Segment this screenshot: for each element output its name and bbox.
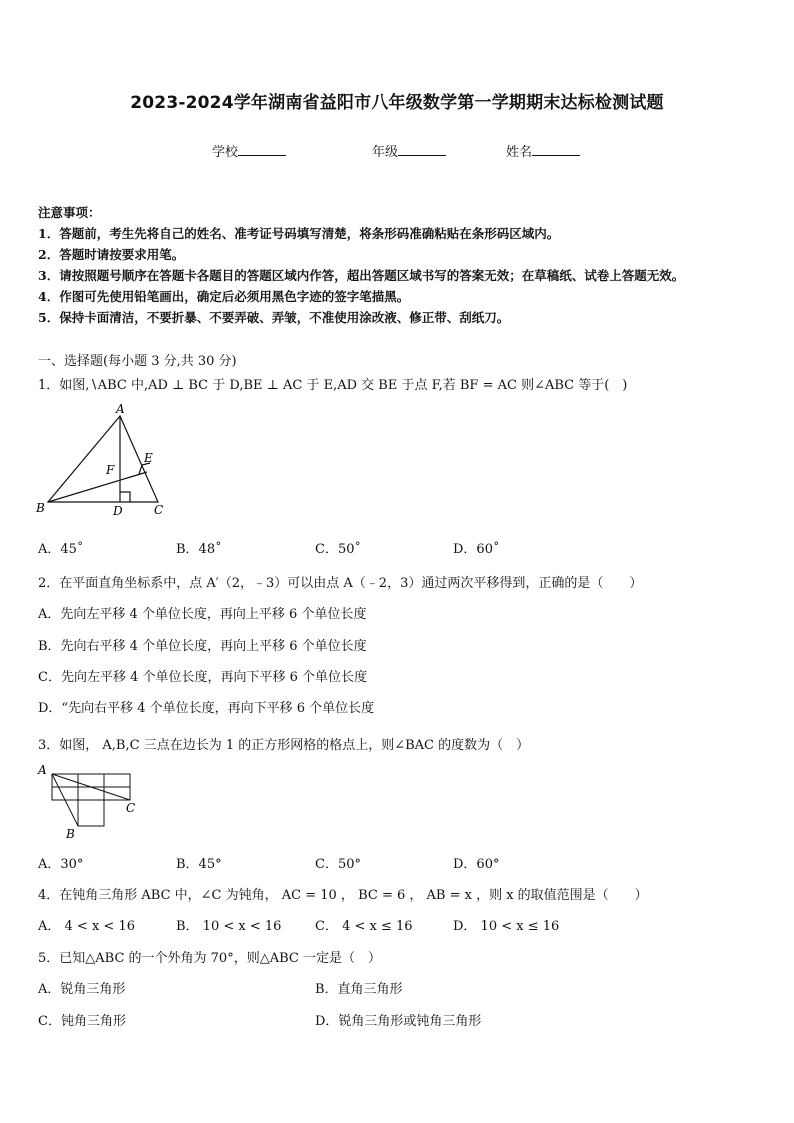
segment-be xyxy=(48,472,147,502)
q3-option-d[interactable]: D．60° xyxy=(453,857,500,872)
q5-option-a[interactable]: A．锐角三角形 xyxy=(38,982,126,997)
grid-cell xyxy=(78,774,104,787)
q5-option-d[interactable]: D．锐角三角形或钝角三角形 xyxy=(315,1014,482,1029)
note-item: 2．答题时请按要求用笔。 xyxy=(38,247,185,262)
notes-heading: 注意事项： xyxy=(38,205,101,220)
question-3-stem: 3．如图， A,B,C 三点在边长为 1 的正方形网格的格点上，则∠BAC 的度数为（ ） xyxy=(38,738,530,753)
name-label: 姓名 xyxy=(506,145,533,160)
q3-option-c[interactable]: C．50° xyxy=(315,857,361,872)
label-c: C xyxy=(154,503,164,517)
q2-option-c[interactable]: C．先向左平移 4 个单位长度，再向下平移 6 个单位长度 xyxy=(38,670,368,685)
q3-option-a[interactable]: A．30° xyxy=(38,857,84,872)
label-f: F xyxy=(106,463,115,477)
label-b: B xyxy=(36,501,45,515)
q1-option-a[interactable]: A．45˚ xyxy=(38,542,84,557)
note-item: 4．作图可先使用铅笔画出，确定后必须用黑色字迹的签字笔描黑。 xyxy=(38,289,410,304)
grid-cell xyxy=(78,800,104,826)
grid-cell xyxy=(52,774,78,787)
question-2-stem: 2．在平面直角坐标系中，点 A′（2，﹣3）可以由点 A（﹣2，3）通过两次平移得到，正确的是（ ） xyxy=(38,576,643,591)
q4-option-a[interactable]: A． 4 < x < 16 xyxy=(38,919,135,934)
grid-cell xyxy=(104,774,130,787)
q1-option-b[interactable]: B．48˚ xyxy=(176,542,222,557)
grade-field[interactable] xyxy=(372,141,446,160)
note-item: 3．请按照题号顺序在答题卡各题目的答题区域内作答，超出答题区域书写的答案无效；在草稿纸、试卷上答题无效。 xyxy=(38,268,685,283)
q1-triangle-figure xyxy=(34,400,174,520)
label-a: A xyxy=(116,402,125,416)
grade-label: 年级 xyxy=(372,145,399,160)
question-1-stem: 1．如图,∖ABC 中,AD ⊥ BC 于 D,BE ⊥ AC 于 E,AD 交 BE 于点 F,若 BF = AC 则∠ABC 等于( ) xyxy=(38,378,628,393)
note-item: 5．保持卡面清洁，不要折暴、不要弄破、弄皱，不准使用涂改液、修正带、刮纸刀。 xyxy=(38,310,510,325)
name-blank xyxy=(532,143,580,156)
q5-option-b[interactable]: B．直角三角形 xyxy=(315,982,403,997)
q2-option-a[interactable]: A．先向左平移 4 个单位长度，再向上平移 6 个单位长度 xyxy=(38,607,367,622)
question-5-stem: 5．已知△ABC 的一个外角为 70°，则△ABC 一定是（ ） xyxy=(38,951,381,966)
q1-option-d[interactable]: D．60˚ xyxy=(453,542,500,557)
label-c: C xyxy=(126,801,136,815)
question-4-stem: 4．在钝角三角形 ABC 中，∠C 为钝角， AC = 10 ， BC = 6 ， AB = x ，则 x 的取值范围是（ ） xyxy=(38,888,648,903)
label-a: A xyxy=(38,763,47,777)
name-field[interactable] xyxy=(506,141,580,160)
note-item: 1．答题前，考生先将自己的姓名、准考证号码填写清楚，将条形码准确粘贴在条形码区域内。 xyxy=(38,226,560,241)
grid-cell xyxy=(52,787,78,800)
q4-option-b[interactable]: B． 10 < x < 16 xyxy=(176,919,282,934)
q3-option-b[interactable]: B．45° xyxy=(176,857,222,872)
school-label: 学校 xyxy=(212,145,239,160)
grid-cell xyxy=(104,787,130,800)
label-e: E xyxy=(144,451,153,465)
q2-option-d[interactable]: D．“先向右平移 4 个单位长度，再向下平移 6 个单位长度 xyxy=(38,701,375,716)
right-angle-d xyxy=(120,492,130,502)
label-b: B xyxy=(66,827,75,841)
page-title: 2023-2024学年湖南省益阳市八年级数学第一学期期末达标检测试题 xyxy=(130,93,664,113)
q1-option-c[interactable]: C．50˚ xyxy=(315,542,361,557)
school-blank xyxy=(238,143,286,156)
q5-option-c[interactable]: C．钝角三角形 xyxy=(38,1014,126,1029)
q4-option-d[interactable]: D． 10 < x ≤ 16 xyxy=(453,919,560,934)
q2-option-b[interactable]: B．先向右平移 4 个单位长度，再向上平移 6 个单位长度 xyxy=(38,639,367,654)
section-heading: 一、选择题(每小题 3 分,共 30 分) xyxy=(38,354,237,369)
q3-grid-figure xyxy=(36,762,146,842)
grade-blank xyxy=(398,143,446,156)
label-d: D xyxy=(113,504,123,518)
q4-option-c[interactable]: C． 4 < x ≤ 16 xyxy=(315,919,413,934)
triangle-abc xyxy=(48,416,158,502)
grid-cell xyxy=(78,787,104,800)
school-field[interactable] xyxy=(212,141,286,160)
